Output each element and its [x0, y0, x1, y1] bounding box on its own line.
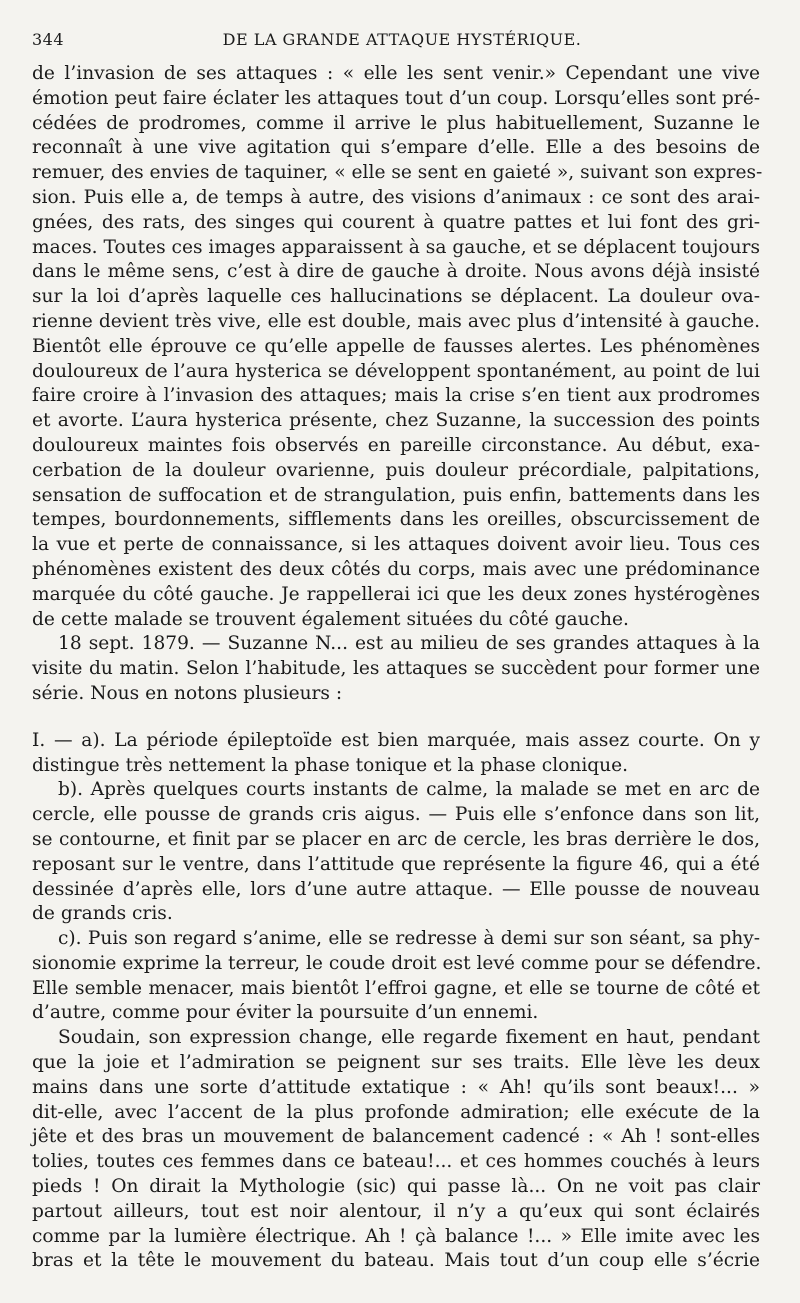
- text-line: gnées, des rats, des singes qui courent à quatre pattes et lui font des gri-: [32, 211, 760, 233]
- text-line: douloureux maintes fois observés en pareille circonstance. Au début, exa-: [32, 434, 760, 456]
- text-line: dessinée d’après elle, lors d’une autre attaque. — Elle pousse de nouveau: [32, 878, 760, 900]
- text-line: cédées de prodromes, comme il arrive le plus habituellement, Suzanne le: [32, 112, 760, 134]
- text-line: visite du matin. Selon l’habitude, les attaques se succèdent pour former une: [32, 658, 760, 680]
- text-line: se contourne, et finit par se placer en arc de cercle, les bras derrière le dos,: [32, 828, 760, 850]
- text-line: I. — a). La période épileptoïde est bien marquée, mais assez courte. On y: [32, 729, 760, 751]
- text-line: rienne devient très vive, elle est double, mais avec plus d’intensité à gauche.: [32, 310, 760, 332]
- text-line: partout ailleurs, tout est noir alentour, il n’y a qu’eux qui sont éclairés: [32, 1200, 760, 1222]
- page-header: [32, 30, 772, 54]
- text-line: Bientôt elle éprouve ce qu’elle appelle de fausses alertes. Les phénomènes: [32, 335, 760, 357]
- text-line: Elle semble menacer, mais bientôt l’effroi gagne, et elle se tourne de côté et: [32, 977, 760, 999]
- text-line: jête et des bras un mouvement de balancement cadencé : « Ah ! sont-elles: [32, 1126, 760, 1148]
- text-line: sur la loi d’après laquelle ces hallucinations se déplacent. La douleur ova-: [32, 286, 760, 308]
- text-line: remuer, des envies de taquiner, « elle se sent en gaieté », suivant son expres-: [32, 162, 763, 184]
- text-line: 18 sept. 1879. — Suzanne N... est au milieu de ses grandes attaques à la: [58, 633, 760, 655]
- text-line: que la joie et l’admiration se peignent sur ses traits. Elle lève les deux: [32, 1052, 760, 1074]
- text-line: sion. Puis elle a, de temps à autre, des visions d’animaux : ce sont des arai-: [32, 186, 760, 208]
- page-number: 344: [32, 30, 65, 49]
- text-line: bras et la tête le mouvement du bateau. Mais tout d’un coup elle s’écrie: [32, 1250, 760, 1272]
- text-line: série. Nous en notons plusieurs :: [32, 682, 343, 704]
- text-line: de l’invasion de ses attaques : « elle les sent venir.» Cependant une vive: [32, 63, 760, 84]
- text-line: douloureux de l’aura hysterica se développent spontanément, au point de lui: [32, 360, 760, 382]
- text-line: tolies, toutes ces femmes dans ce bateau!... et ces hommes couchés à leurs: [32, 1151, 760, 1173]
- text-line: et avorte. L’aura hysterica présente, chez Suzanne, la succession des points: [32, 410, 760, 432]
- body-text: [32, 62, 763, 1274]
- text-line: sensation de suffocation et de strangulation, puis enfin, battements dans les: [32, 484, 760, 506]
- text-line: cerbation de la douleur ovarienne, puis douleur précordiale, palpitations,: [32, 459, 760, 481]
- text-line: d’autre, comme pour éviter la poursuite d’un ennemi.: [32, 1002, 539, 1024]
- text-line: reconnaît à une vive agitation qui s’empare d’elle. Elle a des besoins de: [32, 137, 760, 159]
- text-line: b). Après quelques courts instants de calme, la malade se met en arc de: [58, 779, 760, 801]
- text-line: c). Puis son regard s’anime, elle se redresse à demi sur son séant, sa phy-: [58, 928, 760, 950]
- text-line: dans le même sens, c’est à dire de gauche à droite. Nous avons déjà insisté: [32, 261, 760, 283]
- text-line: maces. Toutes ces images apparaissent à sa gauche, et se déplacent toujours: [32, 236, 760, 258]
- text-line: émotion peut faire éclater les attaques tout d’un coup. Lorsqu’elles sont pré-: [32, 87, 760, 109]
- text-line: la vue et perte de connaissance, si les attaques doivent avoir lieu. Tous ces: [32, 534, 760, 556]
- text-line: cercle, elle pousse de grands cris aigus. — Puis elle s’enfonce dans son lit,: [32, 804, 760, 826]
- text-line: pieds ! On dirait la Mythologie (sic) qui passe là... On ne voit pas clair: [32, 1176, 760, 1198]
- text-line: distingue très nettement la phase tonique et la phase clonique.: [32, 754, 629, 776]
- text-line: sionomie exprime la terreur, le coude droit est levé comme pour se défendre.: [32, 952, 762, 974]
- text-line: de cette malade se trouvent également situées du côté gauche.: [32, 608, 629, 630]
- text-line: mains dans une sorte d’attitude extatique : « Ah! qu’ils sont beaux!... »: [32, 1076, 760, 1098]
- text-line: Soudain, son expression change, elle regarde fixement en haut, pendant: [58, 1027, 760, 1049]
- text-line: reposant sur le ventre, dans l’attitude que représente la figure 46, qui a été: [32, 853, 760, 875]
- paragraph-gap: [32, 707, 760, 729]
- text-line: faire croire à l’invasion des attaques; mais la crise s’en tient aux prodromes: [32, 385, 760, 407]
- text-line: comme par la lumière électrique. Ah ! çà balance !... » Elle imite avec les: [32, 1225, 760, 1247]
- text-line: marquée du côté gauche. Je rappellerai ici que les deux zones hystérogènes: [32, 583, 760, 605]
- text-line: de grands cris.: [32, 903, 173, 925]
- text-line: dit-elle, avec l’accent de la plus profonde admiration; elle exécute de la: [32, 1101, 760, 1123]
- text-line: tempes, bourdonnements, sifflements dans les oreilles, obscurcissement de: [32, 509, 760, 531]
- running-title: DE LA GRANDE ATTAQUE HYSTÉRIQUE.: [222, 30, 582, 49]
- text-line: phénomènes existent des deux côtés du corps, mais avec une prédominance: [32, 558, 760, 580]
